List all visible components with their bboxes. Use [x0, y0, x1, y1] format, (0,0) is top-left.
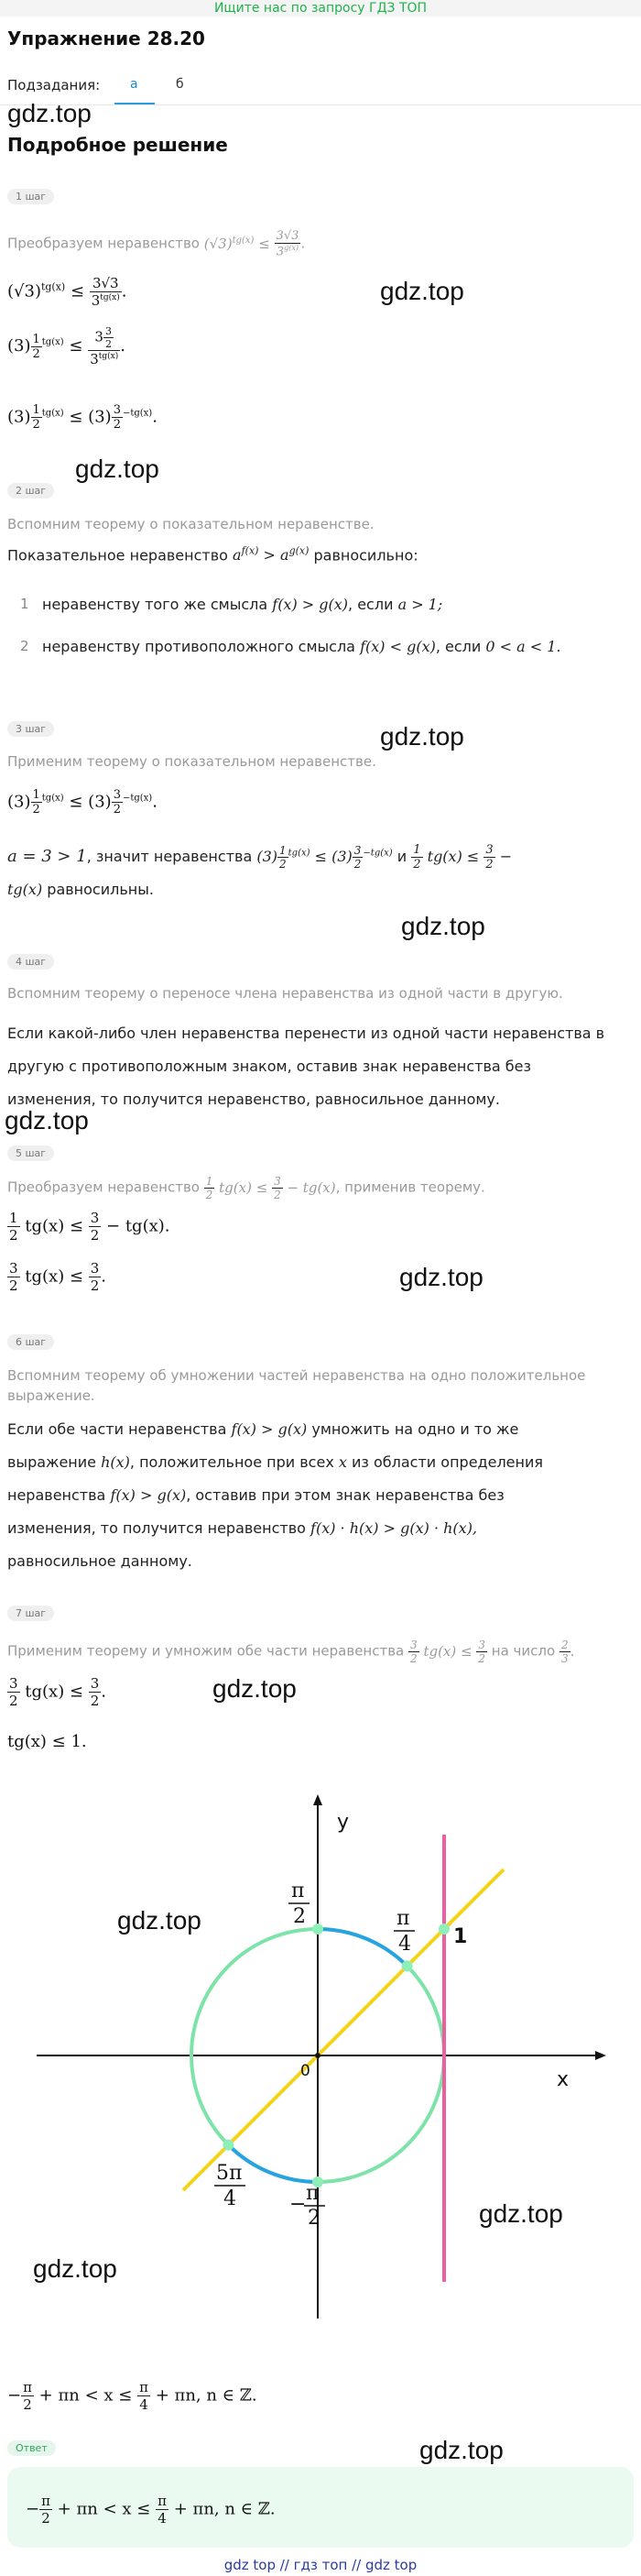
list-item-tail: , если	[435, 638, 482, 655]
step-badge: 5 шаг	[7, 1145, 54, 1161]
body-text: выражение	[7, 1453, 96, 1471]
step-badge: 3 шаг	[7, 721, 54, 737]
formula-result: − $\frac{\pi}{2}$ + πn < x ≤ $\frac{\pi}{4}$ + πn, n ∈ ℤ.	[7, 2379, 257, 2413]
axis-x-label: x	[557, 2068, 570, 2091]
body-line: изменения, то получится неравенство, равносильное данному.	[7, 1091, 500, 1108]
tab-a[interactable]: а	[130, 77, 138, 92]
step-badge: 2 шаг	[7, 483, 54, 499]
watermark: gdz.top	[5, 1106, 89, 1135]
body-text: равносильное данному.	[7, 1552, 192, 1570]
list-item-tail: , если	[348, 596, 394, 613]
step-intro-tail: , применив теорему.	[335, 1178, 485, 1196]
solution-heading: Подробное решение	[7, 134, 228, 156]
step-intro: Применим теорему и умножим обе части неравенства $\frac{3}{2}$ tg(x) ≤ $\frac{3}{2}$ на число $\frac{2}{3}$ .	[7, 1639, 575, 1665]
list-item-text: неравенству того же смысла	[42, 596, 268, 613]
list-number: 2	[20, 638, 29, 654]
page-title: Упражнение 28.20	[7, 27, 205, 49]
conclusion-end: равносильны.	[47, 881, 154, 898]
body-text: Если обе части неравенства	[7, 1420, 227, 1438]
watermark: gdz.top	[75, 455, 159, 483]
label-pi2-den: 2	[293, 1905, 306, 1928]
step-intro: Вспомним теорему о показательном неравенстве.	[7, 516, 375, 532]
axis-y-label: y	[337, 1811, 350, 1834]
formula: (3) $\frac{1}{2}$ $^{tg(x)}$ ≤ 3 $\frac{3}{2}$ $3^{tg(x)}$ .	[7, 325, 125, 367]
formula: (3) $\frac{1}{2}$ $^{tg(x)}$ ≤ (3) $\frac{3}{2}$ $^{-tg(x)}$.	[7, 403, 158, 432]
step-body: Если обе части неравенства f(x) > g(x) умножить на одно и то же выражение h(x), положительное при всех x из области определения неравенства f(x) > g(x), оставив при этом знак неравенства без изменения, то получится неравенство f(x) · h(x) > g(x) · h(x), равносильное данному.	[7, 1413, 630, 1578]
step-intro-text: Преобразуем неравенство	[7, 1178, 200, 1196]
watermark: gdz.top	[380, 722, 464, 751]
formula: $\frac{3}{2}$ tg(x) ≤ $\frac{3}{2}$ .	[9, 1675, 107, 1709]
list-item: неравенству противоположного смысла f(x) < g(x), если 0 < a < 1.	[42, 638, 561, 655]
subtasks-label: Подзадания:	[7, 77, 101, 93]
watermark: gdz.top	[7, 99, 92, 127]
label-mpi2-den: 2	[308, 2207, 320, 2230]
tab-b[interactable]: б	[176, 77, 184, 92]
point-pi2	[312, 1924, 323, 1935]
body-text: из области определения	[352, 1453, 543, 1471]
origin-label: 0	[300, 2062, 310, 2080]
step-intro-tail: на число	[491, 1642, 556, 1660]
body-text: умножить на одно и то же	[311, 1420, 519, 1438]
list-item-text: неравенству противоположного смысла	[42, 638, 355, 655]
label-5pi4-num: 5π	[216, 2162, 243, 2185]
conclusion-text: значит неравенства	[95, 848, 253, 865]
solution-arc-upper	[318, 1929, 407, 1966]
formula: tg(x) ≤ 1.	[7, 1732, 87, 1751]
list-number: 1	[20, 596, 29, 612]
body-line: другую с противоположным знаком, оставив знак неравенства без	[7, 1058, 531, 1075]
formula: $\frac{3}{2}$ tg(x) ≤ $\frac{3}{2}$ .	[9, 1260, 107, 1294]
label-minus-sign: −	[289, 2193, 307, 2216]
x-axis-arrow	[595, 2051, 606, 2060]
point-pi4	[402, 1960, 413, 1971]
unit-circle-diagram	[0, 1787, 641, 2328]
footer-links[interactable]: gdz top // гдз топ // gdz top	[223, 2557, 418, 2573]
label-one: 1	[453, 1925, 468, 1948]
body-text: изменения, то получится неравенство	[7, 1519, 306, 1537]
step-intro: Преобразуем неравенство $\frac{1}{2}$ tg(x) ≤ $\frac{3}{2}$ − tg(x), применив теорему.	[7, 1175, 485, 1201]
formula: (3) $\frac{1}{2}$ $^{tg(x)}$ ≤ (3) $\frac{3}{2}$ $^{-tg(x)}$.	[7, 788, 158, 817]
label-pi4-den: 4	[398, 1933, 411, 1956]
intro-line: Вспомним теорему об умножении частей неравенства на одно положительное	[7, 1367, 586, 1384]
divider	[0, 104, 641, 105]
watermark: gdz.top	[399, 1263, 483, 1291]
formula: $(√3)^{tg(x)}$ ≤ $\frac{3√3}{3^{tg(x)}}$ .	[7, 275, 127, 309]
step-intro-text: Применим теорему и умножим обе части неравенства	[7, 1642, 405, 1660]
step-badge: 4 шаг	[7, 954, 54, 970]
label-pi4-num: π	[397, 1907, 410, 1930]
watermark: gdz.top	[212, 1674, 297, 1703]
body-text: , положительное при всех	[129, 1453, 334, 1471]
step-intro: Вспомним теорему о переносе члена неравенства из одной части в другую.	[7, 985, 563, 1002]
top-banner[interactable]: Ищите нас по запросу ГДЗ ТОП	[0, 0, 641, 16]
conclusion-and: и	[397, 848, 407, 865]
y-axis-arrow	[313, 1794, 322, 1805]
step-intro: Преобразуем неравенство $(√3)^{tg(x)}$ ≤ $\frac{3√3}{3^{g(x)}}$ .	[7, 229, 306, 259]
label-pi2-num: π	[291, 1880, 305, 1902]
step-intro	[7, 1365, 585, 1406]
label-mpi2-num: π	[306, 2182, 320, 2205]
step-body: Показательное неравенство $a^{f(x)} > a^{g(x)}$ равносильно:	[7, 545, 418, 565]
step-badge: 7 шаг	[7, 1606, 54, 1621]
formula: $\frac{1}{2}$ tg(x) ≤ $\frac{3}{2}$ − tg(x).	[9, 1210, 170, 1244]
watermark: gdz.top	[401, 912, 485, 940]
step-badge: 6 шаг	[7, 1334, 54, 1350]
step-body	[7, 1017, 604, 1116]
intro-line: выражение.	[7, 1387, 95, 1404]
step-intro-text: Преобразуем неравенство	[7, 235, 200, 252]
label-5pi4-den: 4	[223, 2187, 236, 2210]
step-conclusion: a = 3 > 1, значит неравенства (3) $\frac{1}{2}$ $^{tg(x)}$ ≤ (3) $\frac{3}{2}$ $^{-tg(x)}$ и $\frac{1}{2}$ tg(x) ≤ $\frac{3}{2}$ − tg(x) равносильны.	[7, 843, 513, 898]
list-item: неравенству того же смысла f(x) > g(x), если a > 1;	[42, 596, 443, 613]
watermark: gdz.top	[117, 1906, 201, 1935]
point-5pi4	[223, 2140, 234, 2151]
body-line: Если какой-либо член неравенства перенести из одной части неравенства в	[7, 1025, 605, 1042]
step-badge: 1 шаг	[7, 189, 54, 204]
watermark: gdz.top	[479, 2199, 563, 2228]
body-text: неравенства	[7, 1486, 106, 1504]
watermark: gdz.top	[380, 277, 464, 305]
origin-point	[315, 2053, 320, 2058]
step-intro: Применим теорему о показательном неравенстве.	[7, 753, 376, 770]
body-text: , оставив при этом знак неравенства без	[186, 1486, 505, 1504]
step-body-text: Показательное неравенство	[7, 546, 228, 565]
answer-label: Ответ	[7, 2440, 56, 2456]
watermark: gdz.top	[419, 2436, 504, 2464]
answer-formula: − $\frac{\pi}{2}$ + πn < x ≤ $\frac{\pi}{4}$ + πn, n ∈ ℤ.	[26, 2493, 276, 2527]
watermark: gdz.top	[33, 2254, 117, 2283]
step-body-tail: равносильно:	[313, 546, 418, 565]
point-one	[439, 1924, 450, 1935]
